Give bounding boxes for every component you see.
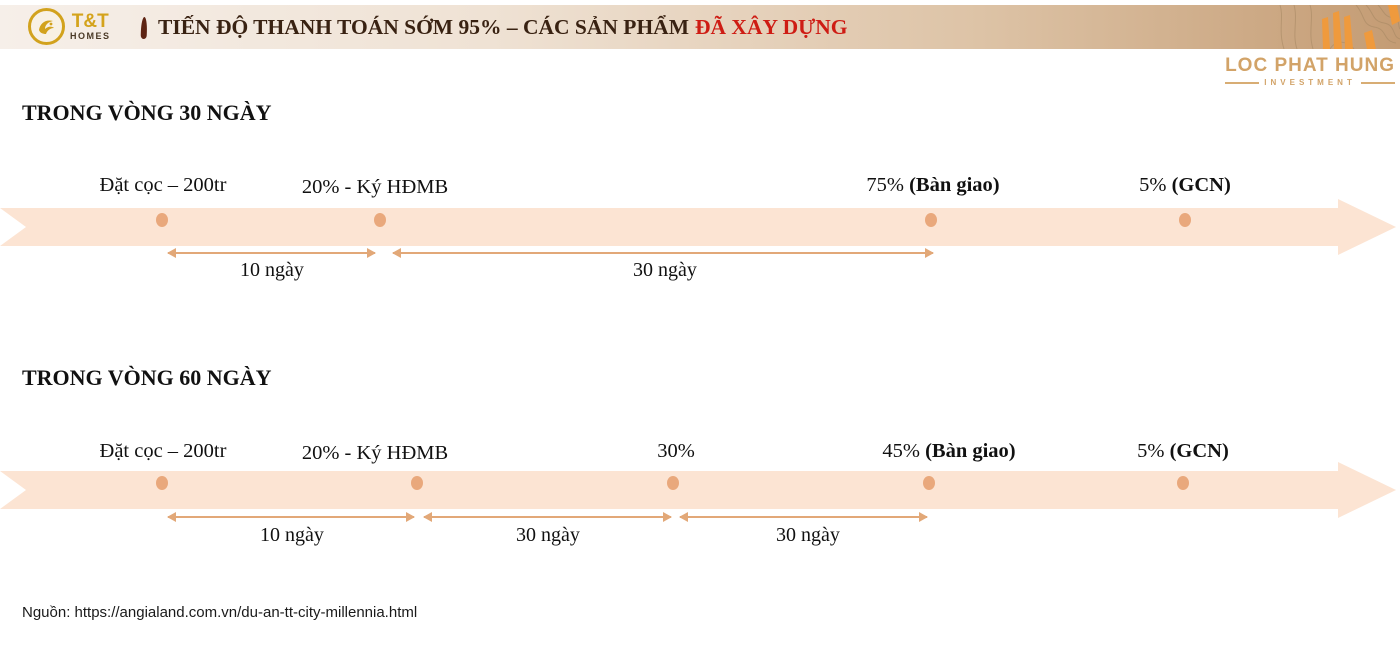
interval-label: 10 ngày <box>240 259 304 281</box>
loc-phat-hung-name: LOC PHAT HUNG <box>1225 55 1395 76</box>
loc-phat-hung-logo <box>1225 55 1395 87</box>
source-note: Nguồn: https://angialand.com.vn/du-an-tt-city-millennia.html <box>22 604 418 621</box>
tnt-brand-name: T&T <box>71 11 109 32</box>
timeline-arrow-60-days <box>0 462 1396 518</box>
timeline-dot <box>374 213 386 227</box>
milestone-label: 5% (GCN) <box>1139 174 1231 196</box>
timeline-dot <box>925 213 937 227</box>
interval-arrow <box>424 516 671 518</box>
slide-title-main: TIẾN ĐỘ THANH TOÁN SỚM 95% – CÁC SẢN PHẨM <box>158 14 689 39</box>
tnt-logo-text <box>70 12 111 41</box>
tnt-tiger-icon <box>28 8 65 45</box>
milestone-label: 20% - Ký HĐMB <box>301 442 449 464</box>
milestone-label: 75% (Bàn giao) <box>866 174 1000 196</box>
timeline-dot <box>156 213 168 227</box>
interval-label: 30 ngày <box>776 524 840 546</box>
interval-label: 30 ngày <box>633 259 697 281</box>
section-60-days-heading: TRONG VÒNG 60 NGÀY <box>22 365 272 390</box>
milestone-label: Đặt cọc – 200tr <box>99 440 227 462</box>
contour-pattern-decoration <box>1270 5 1400 49</box>
tnt-brand-sub: HOMES <box>70 31 111 41</box>
milestone-label: 5% (GCN) <box>1137 440 1229 462</box>
milestone-label: Đặt cọc – 200tr <box>99 174 227 196</box>
loc-phat-hung-sub <box>1225 78 1395 87</box>
sub-dash-left <box>1225 82 1259 84</box>
interval-label: 30 ngày <box>516 524 580 546</box>
slide-title-highlight: ĐÃ XÂY DỰNG <box>694 14 848 39</box>
interval-arrow <box>680 516 927 518</box>
slide-title <box>158 5 847 49</box>
loc-phat-hung-sub-text: INVESTMENT <box>1264 78 1356 87</box>
timeline-dot <box>1179 213 1191 227</box>
title-separator <box>141 17 148 39</box>
timeline-dot <box>667 476 679 490</box>
interval-label: 10 ngày <box>260 524 324 546</box>
milestone-label: 45% (Bàn giao) <box>882 440 1016 462</box>
milestone-label: 30% <box>657 440 695 462</box>
tiger-glyph-icon <box>34 14 60 40</box>
timeline-dot <box>1177 476 1189 490</box>
timeline-arrow-30-days <box>0 199 1396 255</box>
interval-arrow <box>168 252 375 254</box>
section-30-days-heading: TRONG VÒNG 30 NGÀY <box>22 100 272 125</box>
timeline-dot <box>923 476 935 490</box>
milestone-label: 20% - Ký HĐMB <box>301 176 449 198</box>
timeline-dot <box>156 476 168 490</box>
sub-dash-right <box>1361 82 1395 84</box>
timeline-dot <box>411 476 423 490</box>
interval-arrow <box>393 252 933 254</box>
header-bar <box>0 5 1400 49</box>
interval-arrow <box>168 516 414 518</box>
tnt-homes-logo <box>28 8 111 45</box>
